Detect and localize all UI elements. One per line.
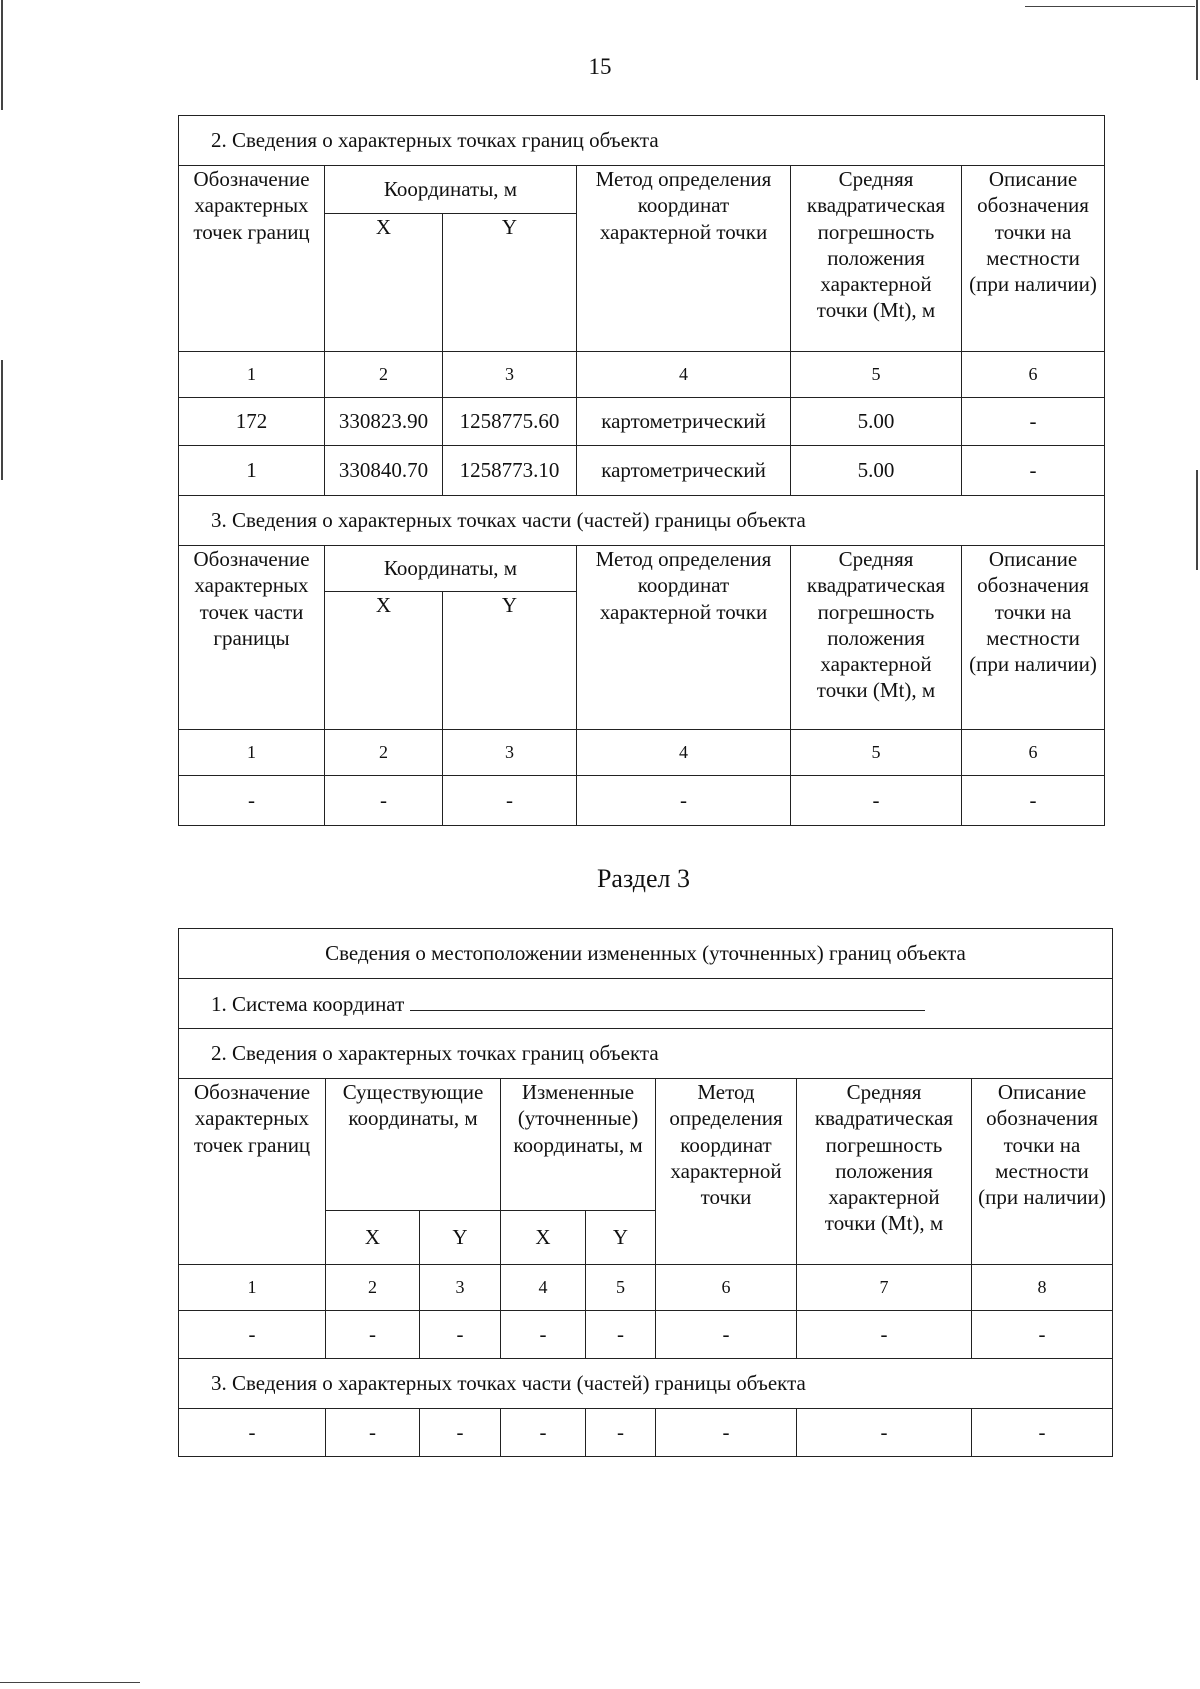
page-number: 15 [588, 54, 612, 79]
header-changed-coordinates: Измененные (уточненные) координаты, м [501, 1079, 656, 1211]
point-description: - [962, 398, 1105, 446]
header-method: Метод определения координат характерной точки [577, 166, 791, 352]
cell-value: - [326, 1311, 420, 1359]
table-title: Сведения о местоположении измененных (уточненных) границ объекта [179, 929, 1113, 979]
col-number: 4 [501, 1265, 586, 1311]
col-number: 5 [586, 1265, 656, 1311]
point-designation: 1 [179, 446, 325, 496]
col-number: 3 [443, 730, 577, 776]
cell-value: - [972, 1311, 1113, 1359]
point-x: 330840.70 [325, 446, 443, 496]
cell-value: - [797, 1311, 972, 1359]
col-number: 1 [179, 730, 325, 776]
cell-value: - [586, 1311, 656, 1359]
section-title: Раздел 3 [596, 864, 691, 893]
cell-value: - [972, 1409, 1113, 1457]
cell-value: - [179, 776, 325, 826]
header-error: Средняя квадратическая погрешность положения характерной точки (Mt), м [797, 1079, 972, 1265]
col-number: 4 [577, 352, 791, 398]
col-number: 8 [972, 1265, 1113, 1311]
cell-value: - [420, 1409, 501, 1457]
cell-value: - [962, 776, 1105, 826]
cell-value: - [577, 776, 791, 826]
cell-value: - [326, 1409, 420, 1457]
table-row [179, 1409, 1113, 1457]
header-description: Описание обозначения точки на местности (при наличии) [962, 166, 1105, 352]
col-number: 2 [325, 730, 443, 776]
column-numbers-row [179, 1265, 1113, 1311]
header-error: Средняя квадратическая погрешность положения характерной точки (Mt), м [791, 166, 962, 352]
point-error: 5.00 [791, 398, 962, 446]
scan-edge-left [1, 0, 3, 110]
table-row [179, 446, 1105, 496]
col-number: 6 [656, 1265, 797, 1311]
point-y: 1258773.10 [443, 446, 577, 496]
column-numbers-row [179, 730, 1105, 776]
header-y: Y [443, 592, 577, 730]
header-y: Y [420, 1211, 501, 1265]
scan-edge-top [1025, 6, 1195, 7]
header-y: Y [443, 214, 577, 352]
col-number: 1 [179, 352, 325, 398]
point-description: - [962, 446, 1105, 496]
header-description: Описание обозначения точки на местности (при наличии) [962, 546, 1105, 730]
table-row [179, 398, 1105, 446]
header-method: Метод определения координат характерной точки [656, 1079, 797, 1265]
cell-value: - [179, 1311, 326, 1359]
cell-value: - [656, 1409, 797, 1457]
section-3-caption: 3. Сведения о характерных точках части (частей) границы объекта [179, 1359, 1113, 1409]
cell-value: - [443, 776, 577, 826]
table-row [179, 776, 1105, 826]
header-designation: Обозначение характерных точек границ [179, 166, 325, 352]
scan-edge-bottom [0, 1682, 140, 1683]
scan-edge-right [1196, 0, 1198, 80]
section-2-caption: 2. Сведения о характерных точках границ объекта [179, 116, 1105, 166]
point-y: 1258775.60 [443, 398, 577, 446]
col-number: 3 [443, 352, 577, 398]
header-y: Y [586, 1211, 656, 1265]
header-x: X [501, 1211, 586, 1265]
point-designation: 172 [179, 398, 325, 446]
col-number: 2 [325, 352, 443, 398]
point-method: картометрический [577, 398, 791, 446]
section-2-caption: 2. Сведения о характерных точках границ объекта [179, 1029, 1113, 1079]
header-description: Описание обозначения точки на местности (при наличии) [972, 1079, 1113, 1265]
scan-edge-right [1196, 470, 1198, 570]
cell-value: - [420, 1311, 501, 1359]
cell-value: - [656, 1311, 797, 1359]
col-number: 5 [791, 352, 962, 398]
cell-value: - [586, 1409, 656, 1457]
cell-value: - [325, 776, 443, 826]
boundary-points-table [178, 115, 1105, 826]
col-number: 2 [326, 1265, 420, 1311]
cell-value: - [501, 1409, 586, 1457]
header-method: Метод определения координат характерной точки [577, 546, 791, 730]
header-designation: Обозначение характерных точек части границы [179, 546, 325, 730]
scan-edge-left [1, 360, 3, 480]
col-number: 4 [577, 730, 791, 776]
header-error: Средняя квадратическая погрешность положения характерной точки (Mt), м [791, 546, 962, 730]
cell-value: - [501, 1311, 586, 1359]
coordinate-system-label: 1. Система координат [211, 991, 405, 1016]
section-3-caption: 3. Сведения о характерных точках части (частей) границы объекта [179, 496, 1105, 546]
cell-value: - [797, 1409, 972, 1457]
col-number: 1 [179, 1265, 326, 1311]
col-number: 6 [962, 352, 1105, 398]
col-number: 7 [797, 1265, 972, 1311]
header-coordinates: Координаты, м [325, 166, 577, 214]
header-designation: Обозначение характерных точек границ [179, 1079, 326, 1265]
changed-boundaries-table [178, 928, 1113, 1457]
point-error: 5.00 [791, 446, 962, 496]
column-numbers-row [179, 352, 1105, 398]
header-x: X [325, 214, 443, 352]
point-method: картометрический [577, 446, 791, 496]
point-x: 330823.90 [325, 398, 443, 446]
header-x: X [325, 592, 443, 730]
header-existing-coordinates: Существующие координаты, м [326, 1079, 501, 1211]
blank-line [410, 990, 925, 1011]
col-number: 6 [962, 730, 1105, 776]
table-row [179, 1311, 1113, 1359]
cell-value: - [791, 776, 962, 826]
col-number: 3 [420, 1265, 501, 1311]
cell-value: - [179, 1409, 326, 1457]
header-x: X [326, 1211, 420, 1265]
coordinate-system-line [179, 979, 1113, 1029]
col-number: 5 [791, 730, 962, 776]
header-coordinates: Координаты, м [325, 546, 577, 592]
